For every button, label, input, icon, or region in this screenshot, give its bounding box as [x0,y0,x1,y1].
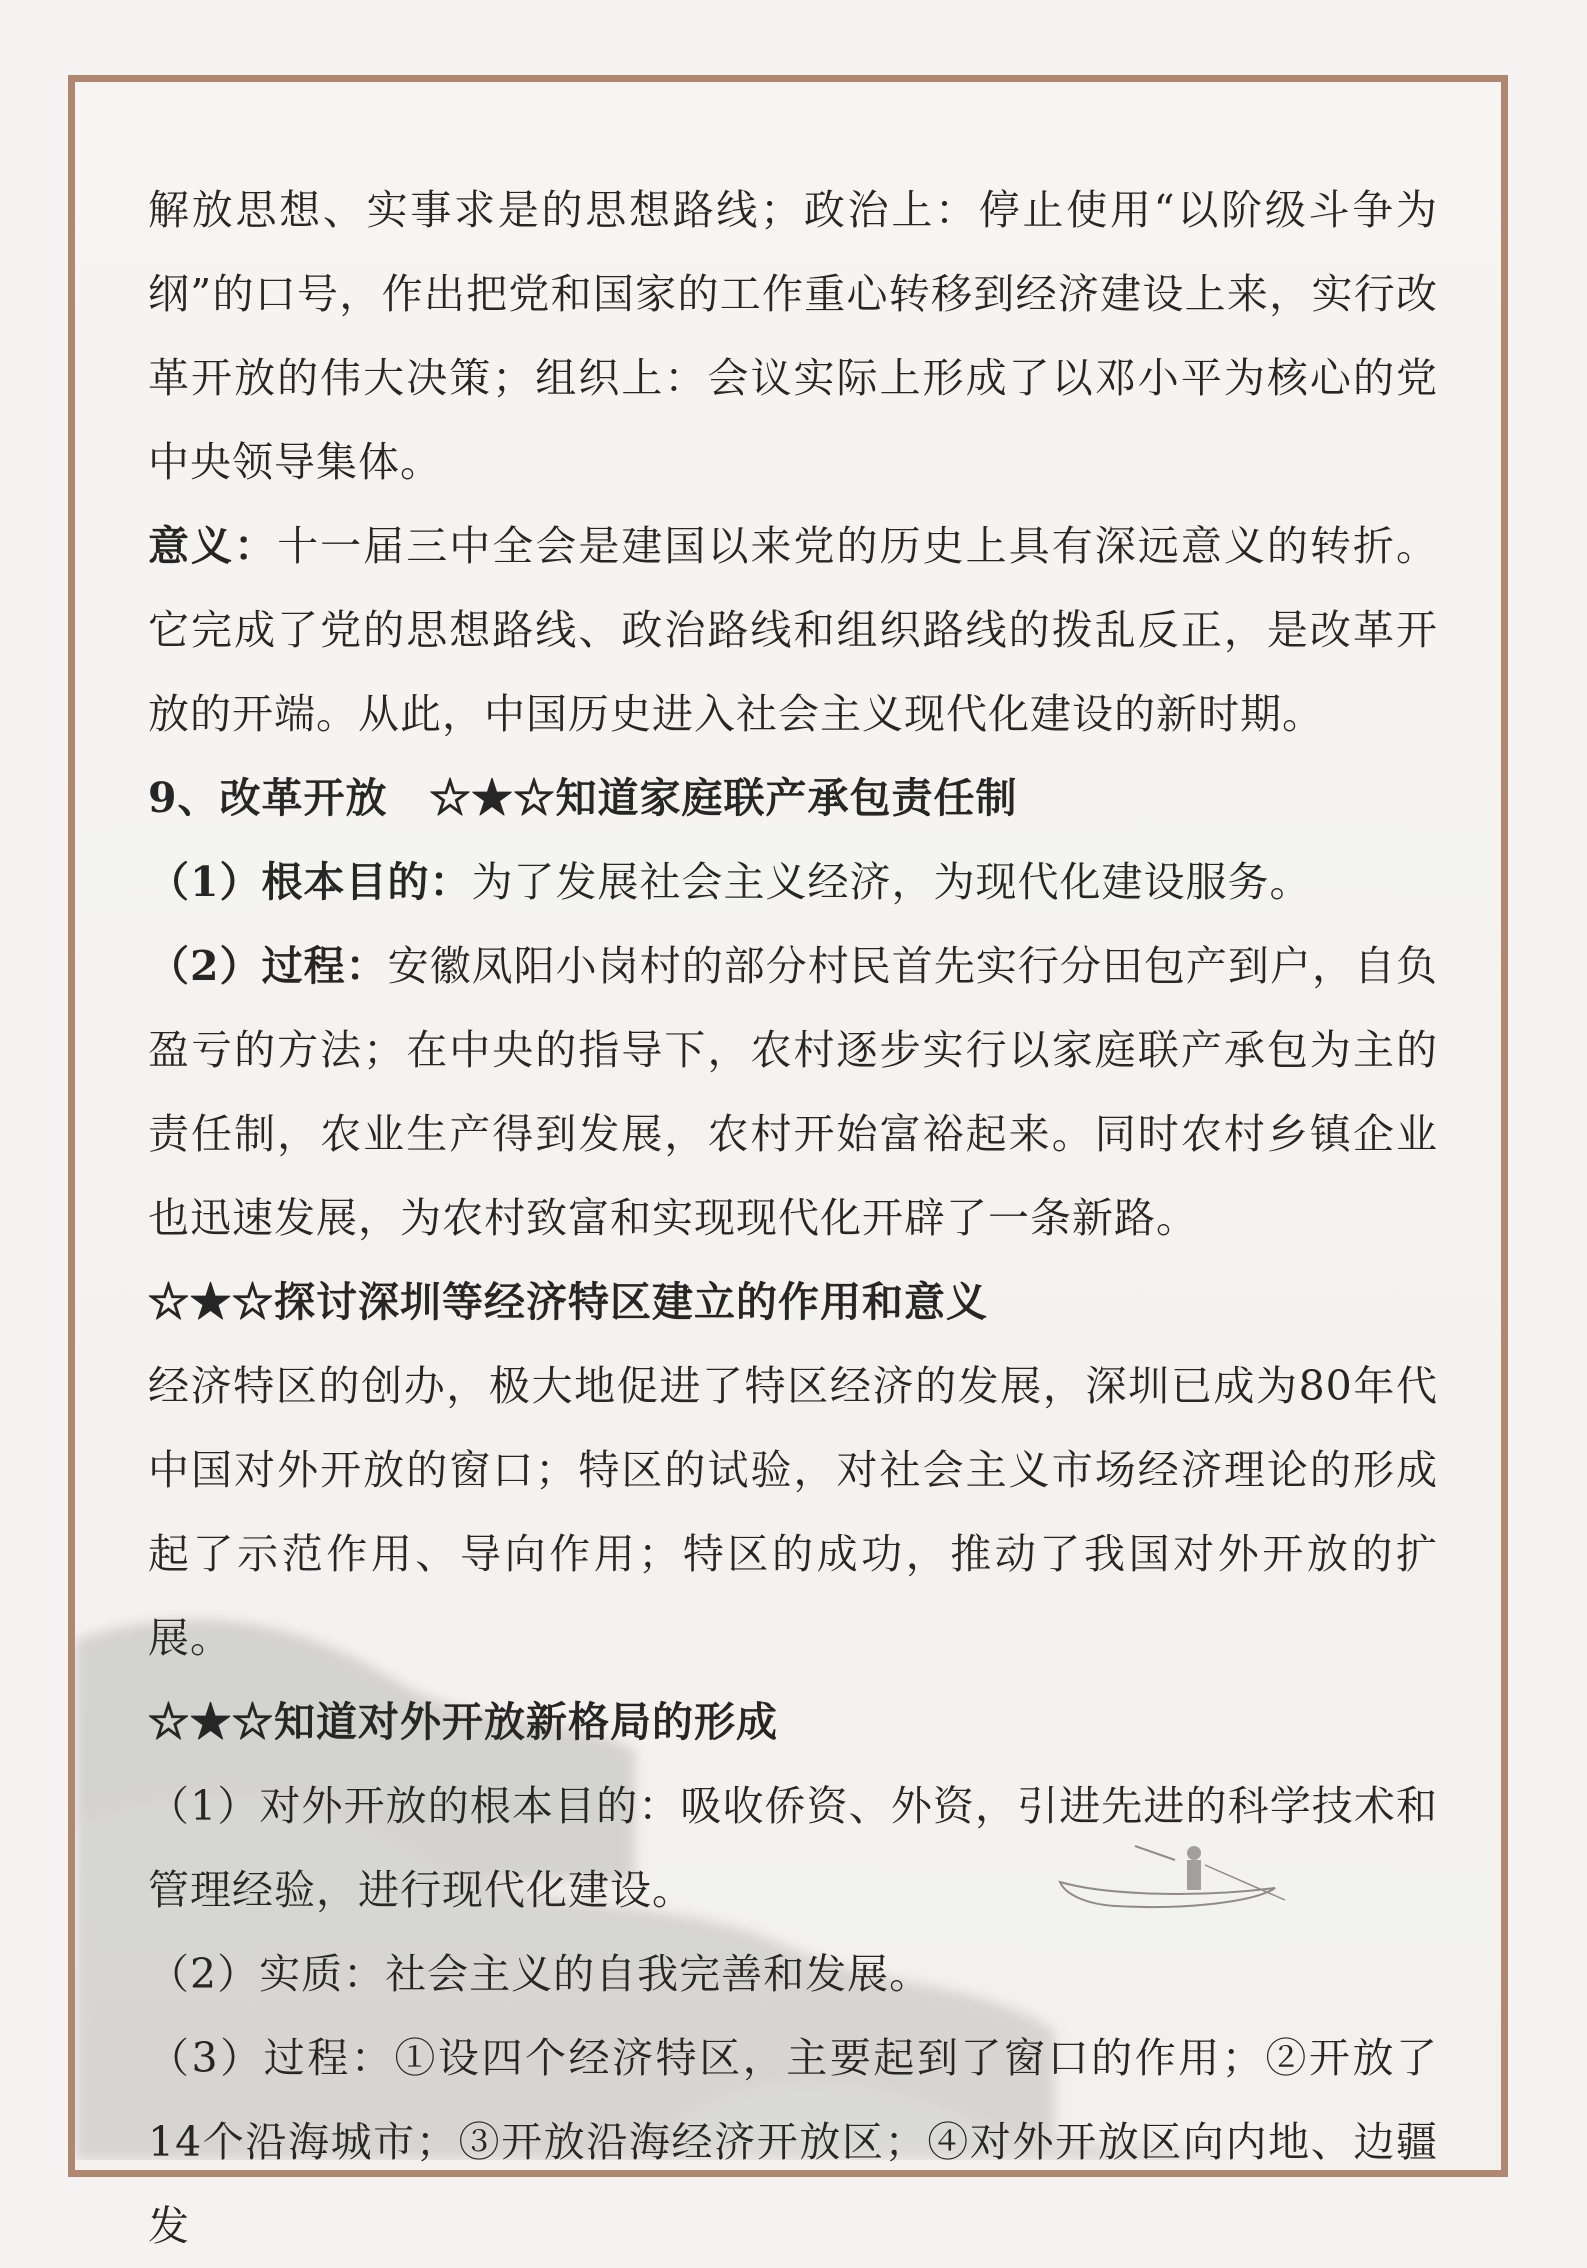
paragraph-significance: 意义：十一届三中全会是建国以来党的历史上具有深远意义的转折。它完成了党的思想路线、政治路线和组织路线的拨乱反正，是改革开放的开端。从此，中国历史进入社会主义现代化建设的新时期。 [148,522,1439,738]
paragraph-sez-role: 经济特区的创办，极大地促进了特区经济的发展，深圳已成为80年代中国对外开放的窗口；特区的试验，对社会主义市场经济理论的形成起了示范作用、导向作用；特区的成功，推动了我国对外开放的扩展。 [148,1362,1438,1662]
paragraph-essence: （2）实质：社会主义的自我完善和发展。 [148,1950,932,1998]
paragraph-opening-process: （3）过程：①设四个经济特区，主要起到了窗口的作用；②开放了14个沿海城市；③开放沿海经济开放区；④对外开放区向内地、边疆发 [148,2034,1438,2250]
paragraph-fundamental-purpose: （1）根本目的：为了发展社会主义经济，为现代化建设服务。 [148,858,1312,906]
paragraph-meeting-content: 解放思想、实事求是的思想路线；政治上：停止使用“以阶级斗争为纲”的口号，作出把党和国家的工作重心转移到经济建设上来，实行改革开放的伟大决策；组织上：会议实际上形成了以邓小平为核心的党中央领导集体。 [148,186,1438,486]
paragraph-opening-purpose: （1）对外开放的根本目的：吸收侨资、外资，引进先进的科学技术和管理经验，进行现代化建设。 [148,1782,1438,1914]
heading-reform-opening: 9、改革开放 ☆★☆知道家庭联产承包责任制 [148,774,1018,822]
heading-special-economic-zones: ☆★☆探讨深圳等经济特区建立的作用和意义 [148,1278,988,1326]
heading-opening-pattern: ☆★☆知道对外开放新格局的形成 [148,1698,778,1746]
paragraph-process: （2）过程：安徽凤阳小岗村的部分村民首先实行分田包产到户，自负盈亏的方法；在中央的指导下，农村逐步实行以家庭联产承包为主的责任制，农业生产得到发展，农村开始富裕起来。同时农村乡镇企业也迅速发展，为农村致富和实现现代化开辟了一条新路。 [148,942,1438,1242]
document-body [148,168,1438,2268]
